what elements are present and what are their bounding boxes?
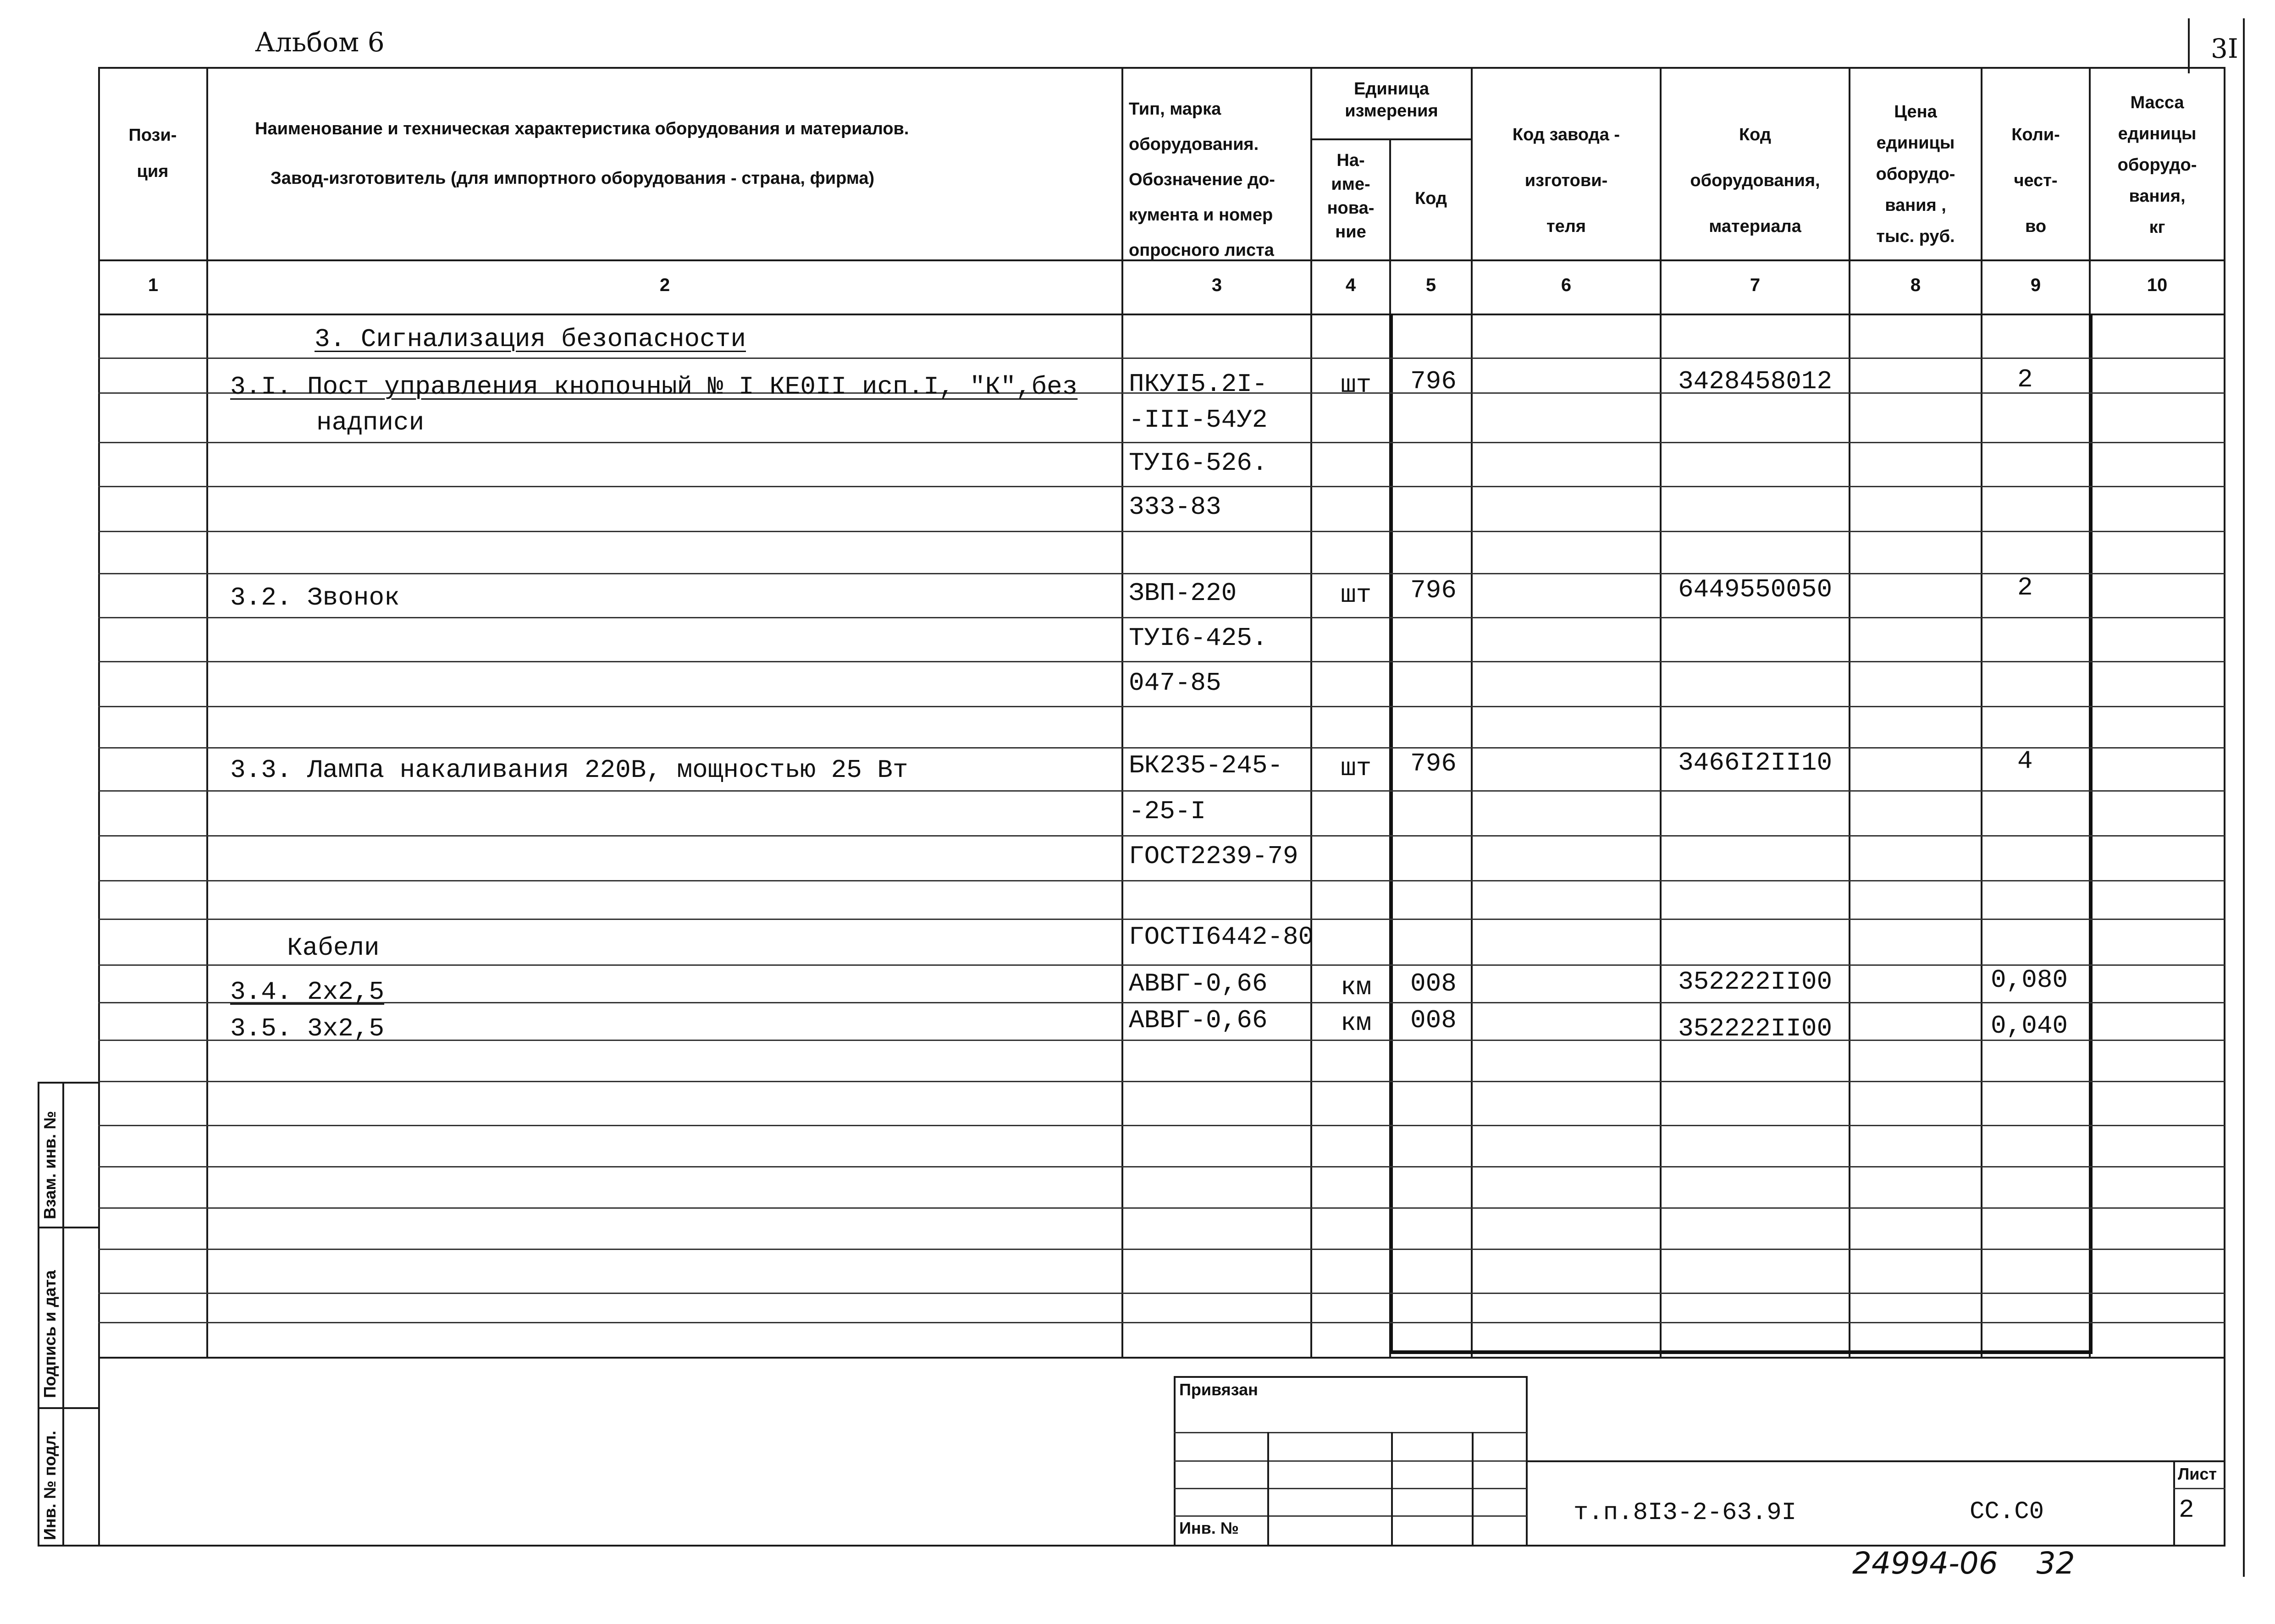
row-3-1-name: 3.I. Пост управления кнопочный № I КЕ0II исп.I, "К",без bbox=[230, 372, 1078, 402]
sheet-code: СС.С0 bbox=[1970, 1498, 2044, 1526]
stamp-row-3 bbox=[1174, 1488, 1527, 1489]
row-3-2-name: 3.2. Звонок bbox=[230, 583, 400, 612]
unit-subheader-line bbox=[1310, 138, 1472, 140]
side-strip-bottom bbox=[38, 1545, 100, 1547]
col-divider-7 bbox=[1849, 67, 1850, 1359]
row-3-2-qty: 2 bbox=[2017, 573, 2033, 602]
row-rule bbox=[98, 964, 2225, 966]
handwritten-archive-number: 24994-06 32 bbox=[1852, 1546, 2075, 1581]
side-strip-inner bbox=[62, 1082, 64, 1547]
header-mass: Масса единицы оборудо- вания, кг bbox=[2117, 93, 2197, 237]
row-rule bbox=[98, 661, 2225, 662]
col-divider-1 bbox=[206, 67, 208, 1359]
stamp-col-3 bbox=[1472, 1432, 1474, 1546]
page-corner-number: 3I bbox=[2211, 33, 2238, 64]
row-rule bbox=[98, 617, 2225, 618]
row-3-4-name: 3.4. 2х2,5 bbox=[230, 977, 385, 1007]
bold-block-left bbox=[1389, 314, 1393, 1354]
row-3-4-material-code: 352222II00 bbox=[1678, 967, 1833, 996]
header-material-code: Код оборудования, материала bbox=[1690, 125, 1820, 236]
corner-divider bbox=[2188, 18, 2190, 73]
header-unit-name: На- име- нова- ние bbox=[1327, 151, 1375, 242]
colnum-6: 6 bbox=[1561, 275, 1572, 295]
stamp-privyazan: Привязан bbox=[1179, 1380, 1258, 1399]
row-rule bbox=[98, 880, 2225, 881]
row-3-3-type-3: ГОСТ2239-79 bbox=[1129, 842, 1298, 871]
frame-right-border bbox=[2224, 67, 2225, 1547]
row-rule bbox=[98, 531, 2225, 532]
row-rule bbox=[98, 1040, 2225, 1041]
cables-heading: Кабели bbox=[287, 933, 380, 963]
row-3-5-qty: 0,040 bbox=[1991, 1011, 2068, 1040]
stamp-col-1 bbox=[1267, 1432, 1269, 1546]
row-3-4-qty: 0,080 bbox=[1991, 965, 2068, 995]
row-3-3-material-code: 3466I2II10 bbox=[1678, 748, 1833, 777]
colnum-bottom-border bbox=[98, 314, 2225, 315]
row-rule bbox=[98, 706, 2225, 707]
side-strip-top bbox=[38, 1082, 100, 1084]
row-3-2-code: 796 bbox=[1410, 576, 1457, 605]
row-rule bbox=[98, 747, 2225, 749]
row-3-4-code: 008 bbox=[1410, 969, 1457, 998]
header-price: Цена единицы оборудо- вания , тыс. руб. bbox=[1876, 102, 1955, 246]
table-top-border bbox=[98, 67, 2225, 69]
side-strip-div-2 bbox=[38, 1407, 100, 1409]
colnum-10: 10 bbox=[2147, 275, 2168, 295]
stamp-col-2 bbox=[1391, 1432, 1393, 1546]
col-divider-6 bbox=[1660, 67, 1662, 1359]
row-3-3-name: 3.3. Лампа накаливания 220В, мощностью 25 Вт bbox=[230, 755, 908, 785]
side-strip-left bbox=[38, 1082, 39, 1547]
row-rule bbox=[98, 1166, 2225, 1167]
row-3-1-name-cont: надписи bbox=[316, 408, 425, 437]
row-3-1-qty: 2 bbox=[2017, 365, 2033, 394]
col-divider-3 bbox=[1310, 67, 1312, 1359]
row-3-3-code: 796 bbox=[1410, 749, 1457, 778]
sheet-number: 2 bbox=[2179, 1495, 2194, 1525]
colnum-9: 9 bbox=[2030, 275, 2041, 295]
row-3-5-unit: км bbox=[1341, 1008, 1372, 1038]
row-3-3-qty: 4 bbox=[2017, 746, 2033, 776]
stamp-row-4 bbox=[1174, 1515, 1527, 1517]
row-3-2-type-2: ТУI6-425. bbox=[1129, 623, 1268, 653]
row-rule bbox=[98, 919, 2225, 920]
row-3-2-type-1: ЗВП-220 bbox=[1129, 578, 1237, 608]
side-label-original-inv: Инв. № подл. bbox=[40, 1431, 59, 1540]
bold-block-bottom bbox=[1389, 1350, 2093, 1354]
header-unit-code: Код bbox=[1414, 189, 1447, 208]
row-3-5-material-code: 352222II00 bbox=[1678, 1014, 1833, 1043]
doc-code: т.п.8I3-2-63.9I bbox=[1574, 1499, 1797, 1527]
row-3-1-type-3: ТУI6-526. bbox=[1129, 448, 1268, 478]
cables-standard: ГОСТI6442-80 bbox=[1129, 922, 1314, 952]
col-divider-5 bbox=[1471, 67, 1473, 1359]
header-name-line1: Наименование и техническая характеристика оборудования и материалов. bbox=[255, 119, 909, 138]
sheet-box-left bbox=[2173, 1460, 2175, 1547]
row-3-2-unit: шт bbox=[1341, 580, 1372, 610]
row-rule bbox=[98, 358, 2225, 359]
side-label-signature: Подпись и дата bbox=[40, 1270, 59, 1398]
table-bottom-border bbox=[98, 1357, 2225, 1359]
colnum-7: 7 bbox=[1750, 275, 1761, 295]
colnum-3: 3 bbox=[1211, 275, 1222, 295]
row-3-4-unit: км bbox=[1341, 973, 1372, 1002]
header-manufacturer-code: Код завода - изготови- теля bbox=[1512, 125, 1620, 236]
album-label: Альбом 6 bbox=[255, 27, 385, 58]
side-strip-div-1 bbox=[38, 1227, 100, 1228]
stamp-row-1 bbox=[1174, 1432, 1527, 1433]
row-3-1-type-1: ПКУI5.2I- bbox=[1129, 369, 1268, 399]
row-rule bbox=[98, 1002, 2225, 1003]
section-title: 3. Сигнализация безопасности bbox=[315, 325, 746, 354]
row-3-1-type-2: -III-54У2 bbox=[1129, 405, 1268, 435]
row-3-5-type: АВВГ-0,66 bbox=[1129, 1006, 1268, 1035]
header-position: Пози- ция bbox=[128, 126, 177, 182]
colnum-2: 2 bbox=[659, 275, 670, 295]
row-3-3-unit: шт bbox=[1341, 754, 1372, 783]
row-rule bbox=[98, 486, 2225, 487]
row-rule bbox=[98, 1125, 2225, 1126]
header-quantity: Коли- чест- во bbox=[2011, 125, 2060, 236]
sheet-box-div bbox=[2173, 1488, 2225, 1489]
row-3-5-name: 3.5. 3х2,5 bbox=[230, 1014, 385, 1043]
row-rule bbox=[98, 1322, 2225, 1323]
sheet-label: Лист bbox=[2178, 1464, 2217, 1483]
stamp-top bbox=[1174, 1376, 1527, 1378]
side-label-replacement: Взам. инв. № bbox=[40, 1111, 59, 1219]
colnum-5: 5 bbox=[1425, 275, 1436, 295]
row-3-3-type-1: БК235-245- bbox=[1129, 751, 1283, 780]
row-3-2-material-code: 6449550050 bbox=[1678, 575, 1833, 604]
col-divider-2 bbox=[1121, 67, 1123, 1359]
row-3-1-unit: шт bbox=[1341, 370, 1372, 400]
row-rule bbox=[98, 573, 2225, 574]
stamp-inv-no: Инв. № bbox=[1179, 1519, 1239, 1537]
row-3-1-material-code: 3428458012 bbox=[1678, 367, 1833, 396]
row-3-5-code: 008 bbox=[1410, 1006, 1457, 1035]
row-rule bbox=[98, 1081, 2225, 1082]
corner-right-edge bbox=[2243, 18, 2245, 1577]
title-strip-top bbox=[1526, 1460, 2225, 1462]
header-type: Тип, марка оборудования. Обозначение до- кумента и номер опросного листа bbox=[1129, 99, 1275, 260]
col-divider-8 bbox=[1981, 67, 1982, 1359]
colnum-4: 4 bbox=[1345, 275, 1356, 295]
row-rule bbox=[98, 835, 2225, 837]
row-rule bbox=[98, 1207, 2225, 1209]
colnum-1: 1 bbox=[148, 275, 159, 295]
row-3-2-type-3: 047-85 bbox=[1129, 668, 1221, 698]
bold-block-right bbox=[2089, 314, 2093, 1354]
row-3-1-code: 796 bbox=[1410, 367, 1457, 396]
row-3-4-type: АВВГ-0,66 bbox=[1129, 969, 1268, 998]
row-rule bbox=[98, 790, 2225, 792]
header-name-line2: Завод-изготовитель (для импортного оборудования - страна, фирма) bbox=[271, 169, 875, 188]
row-3-1-type-4: 333-83 bbox=[1129, 492, 1221, 522]
row-rule bbox=[98, 442, 2225, 443]
row-3-3-type-2: -25-I bbox=[1129, 797, 1206, 826]
header-unit: Единица измерения bbox=[1345, 79, 1438, 121]
colnum-8: 8 bbox=[1910, 275, 1921, 295]
row-rule bbox=[98, 1249, 2225, 1250]
stamp-row-2 bbox=[1174, 1460, 1527, 1462]
row-rule bbox=[98, 1293, 2225, 1294]
